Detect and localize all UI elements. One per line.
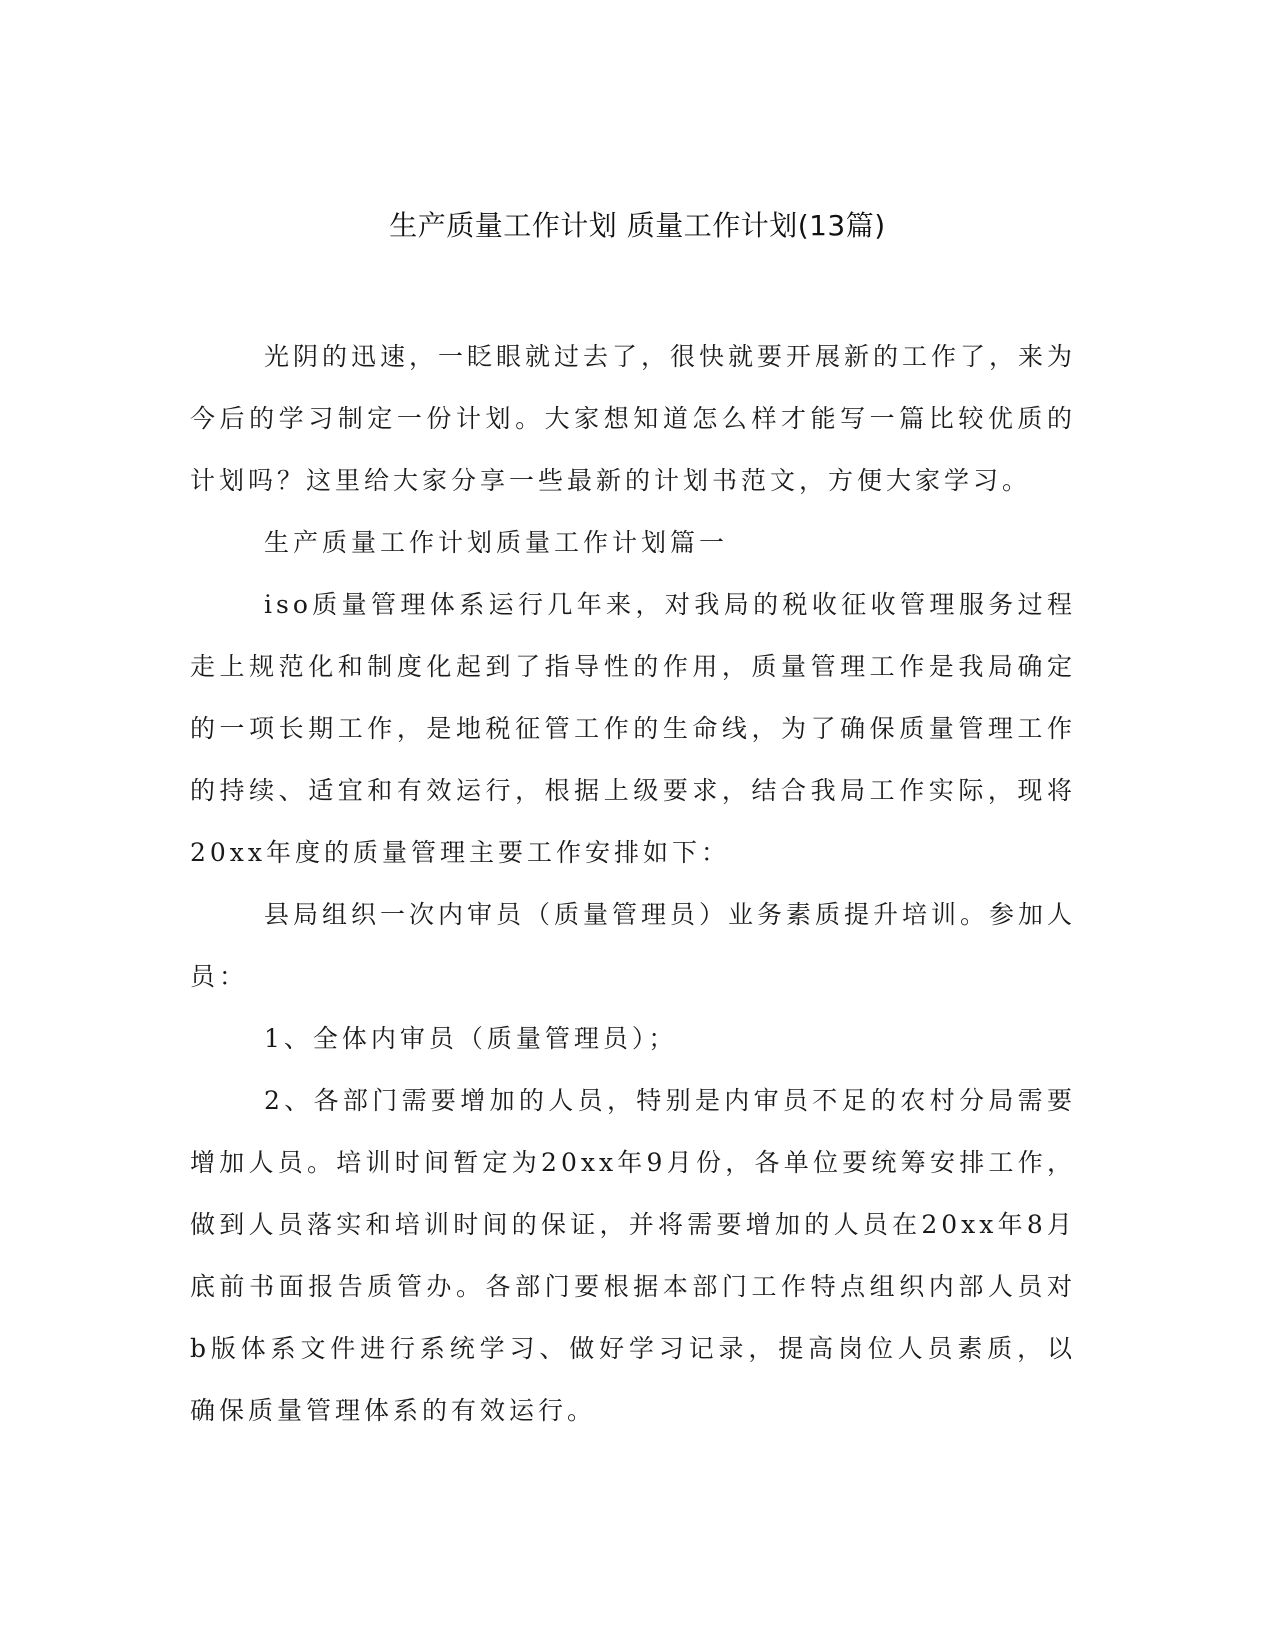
document-title: 生产质量工作计划 质量工作计划(13篇) (389, 209, 886, 242)
paragraph-iso: iso质量管理体系运行几年来，对我局的税收征收管理服务过程走上规范化和制度化起到了指导性的作用，质量管理工作是我局确定的一项长期工作，是地税征管工作的生命线，为了确保质量管理工作的持续、适宜和有效运行，根据上级要求，结合我局工作实际，现将20xx年度的质量管理主要工作安排如下： (190, 590, 1076, 867)
document-body (190, 326, 1076, 1442)
paragraph-intro: 光阴的迅速，一眨眼就过去了，很快就要开展新的工作了，来为今后的学习制定一份计划。大家想知道怎么样才能写一篇比较优质的计划吗？这里给大家分享一些最新的计划书范文，方便大家学习。 (190, 342, 1077, 495)
list-item-1: 1、全体内审员（质量管理员）； (264, 1024, 678, 1053)
list-item-2: 2、各部门需要增加的人员，特别是内审员不足的农村分局需要增加人员。培训时间暂定为20xx年9月份，各单位要统筹安排工作，做到人员落实和培训时间的保证，并将需要增加的人员在20xx年8月底前书面报告质管办。各部门要根据本部门工作特点组织内部人员对b版体系文件进行系统学习、做好学习记录，提高岗位人员素质，以确保质量管理体系的有效运行。 (190, 1086, 1076, 1425)
section-heading: 生产质量工作计划质量工作计划篇一 (264, 528, 729, 557)
paragraph-training: 县局组织一次内审员（质量管理员）业务素质提升培训。参加人员： (190, 900, 1077, 991)
